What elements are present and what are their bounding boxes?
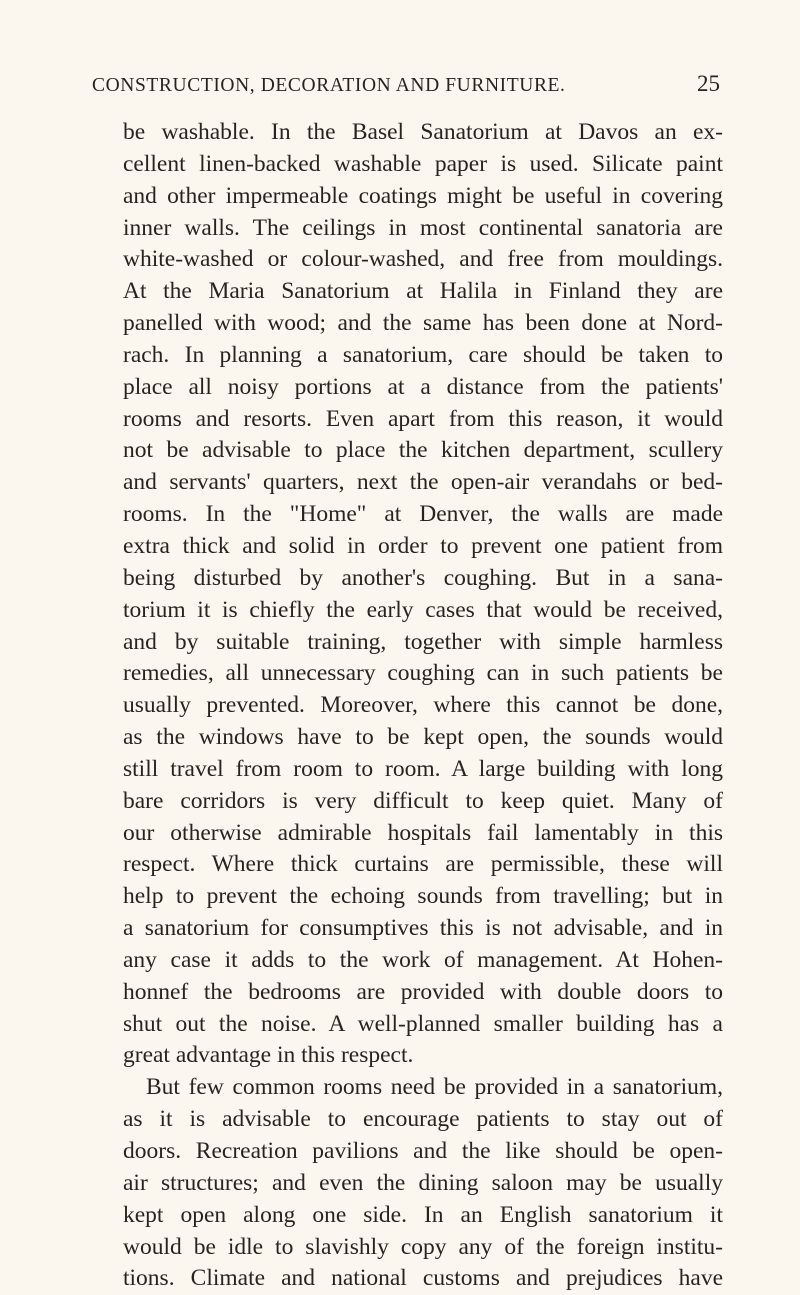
text-line: tions. Climate and national customs and prejudices have	[123, 1265, 723, 1292]
text-line: any case it adds to the work of management. At Hohen-	[123, 946, 723, 973]
text-line: But few common rooms need be provided in a sanatorium,	[146, 1074, 723, 1101]
text-line: torium it is chiefly the early cases that would be received,	[123, 596, 723, 623]
text-line: as it is advisable to encourage patients to stay out of	[123, 1106, 723, 1133]
text-line: place all noisy portions at a distance from the patients'	[123, 373, 723, 400]
text-line: shut out the noise. A well-planned smaller building has a	[123, 1010, 723, 1037]
text-line: At the Maria Sanatorium at Halila in Finland they are	[123, 278, 723, 305]
text-line: bare corridors is very difficult to keep quiet. Many of	[123, 787, 723, 814]
body-text	[123, 117, 723, 1295]
text-line: air structures; and even the dining saloon may be usually	[123, 1169, 723, 1196]
text-line: rach. In planning a sanatorium, care should be taken to	[123, 341, 723, 368]
text-line: honnef the bedrooms are provided with double doors to	[123, 978, 723, 1005]
text-line: cellent linen-backed washable paper is used. Silicate paint	[123, 150, 723, 177]
text-line: being disturbed by another's coughing. But in a sana-	[123, 564, 723, 591]
text-line: as the windows have to be kept open, the sounds would	[123, 724, 723, 751]
running-title: CONSTRUCTION, DECORATION AND FURNITURE.	[92, 75, 566, 96]
text-line: usually prevented. Moreover, where this cannot be done,	[123, 692, 723, 719]
text-line: help to prevent the echoing sounds from travelling; but in	[123, 883, 723, 910]
text-line: would be idle to slavishly copy any of the foreign institu-	[123, 1233, 723, 1260]
text-line: a sanatorium for consumptives this is not advisable, and in	[123, 915, 723, 942]
running-head	[92, 71, 720, 107]
text-line: great advantage in this respect.	[123, 1042, 414, 1069]
text-line: rooms and resorts. Even apart from this reason, it would	[123, 405, 723, 432]
text-line: be washable. In the Basel Sanatorium at Davos an ex-	[123, 119, 723, 145]
text-line: doors. Recreation pavilions and the like should be open-	[123, 1138, 723, 1164]
text-line: panelled with wood; and the same has been done at Nord-	[123, 310, 723, 337]
text-line: and servants' quarters, next the open-air verandahs or bed-	[123, 469, 723, 496]
text-line: our otherwise admirable hospitals fail lamentably in this	[123, 819, 723, 846]
page-number: 25	[697, 71, 720, 96]
text-line: inner walls. The ceilings in most continental sanatoria are	[123, 214, 723, 241]
text-line: and other impermeable coatings might be useful in covering	[123, 182, 723, 209]
text-line: rooms. In the "Home" at Denver, the walls are made	[123, 501, 723, 528]
text-line: white-washed or colour-washed, and free from mouldings.	[123, 246, 723, 273]
text-line: kept open along one side. In an English sanatorium it	[123, 1201, 723, 1228]
text-line: respect. Where thick curtains are permissible, these will	[123, 851, 723, 878]
text-line: and by suitable training, together with simple harmless	[123, 628, 723, 655]
text-line: still travel from room to room. A large building with long	[123, 755, 723, 782]
text-line: extra thick and solid in order to prevent one patient from	[123, 532, 723, 559]
text-line: not be advisable to place the kitchen department, scullery	[123, 437, 723, 464]
text-line: remedies, all unnecessary coughing can in such patients be	[123, 660, 723, 687]
